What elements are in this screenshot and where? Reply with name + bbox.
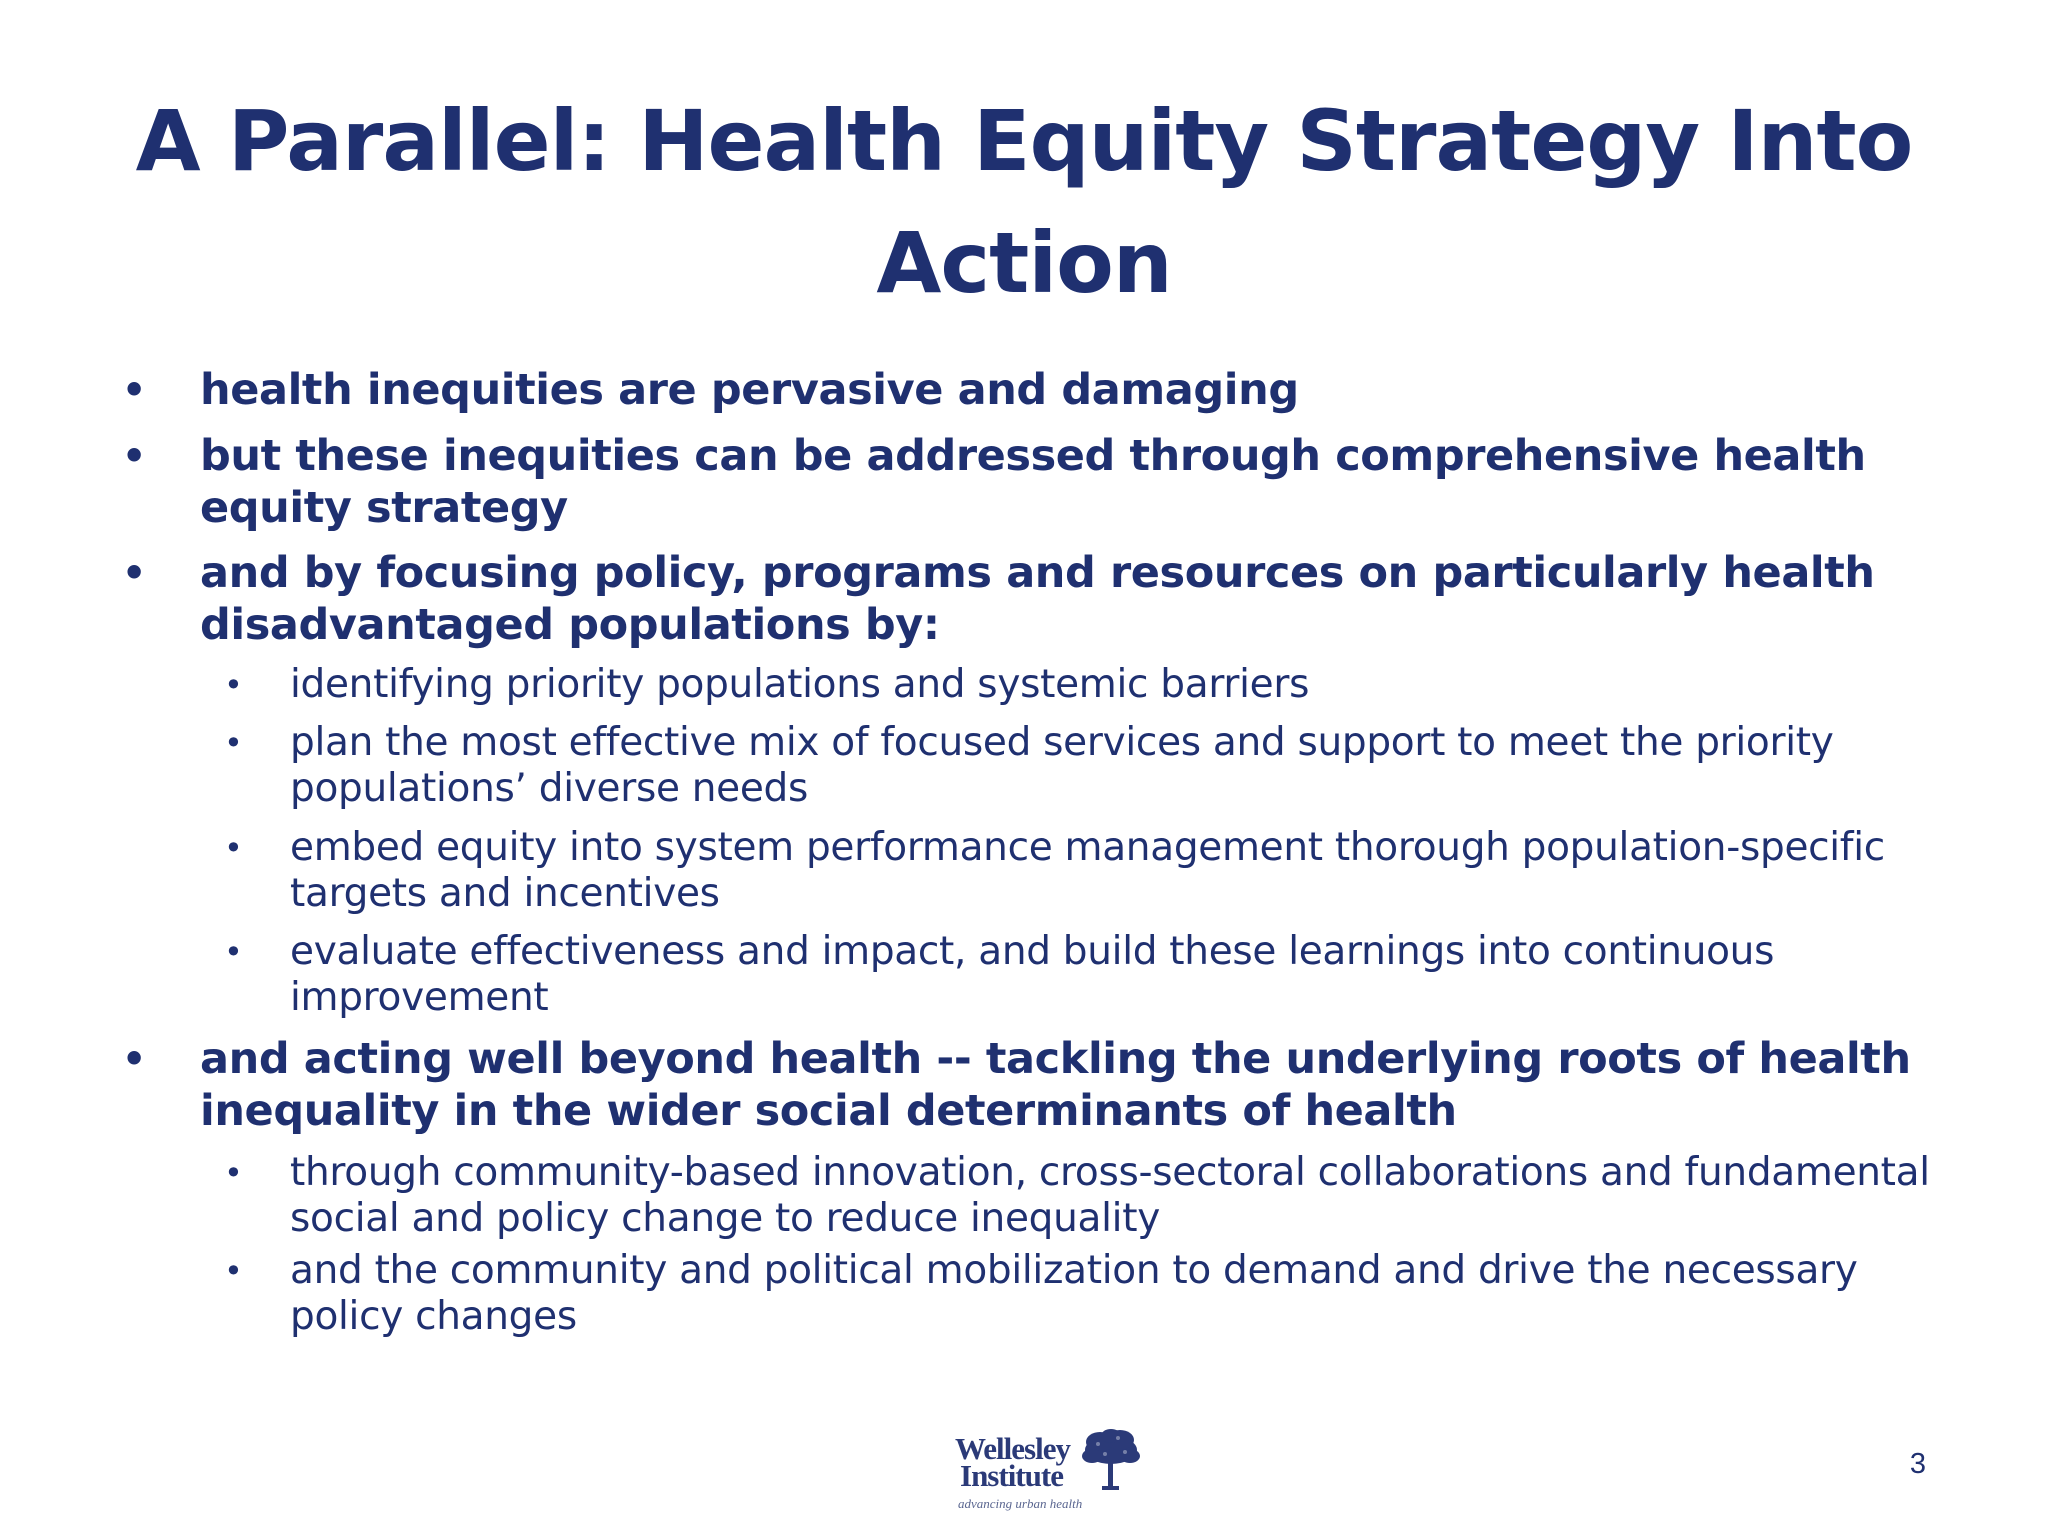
wellesley-institute-logo [950,1428,1150,1518]
sub-bullet-item [224,929,1960,1021]
bullet-item [122,547,1960,651]
bullet-text: but these inequities can be addressed through comprehensive health equity strategy [200,431,1866,533]
slide-title-line-1: A Parallel: Health Equity Strategy Into [135,92,1913,190]
sub-bullet-text: and the community and political mobilization to demand and drive the necessary policy changes [290,1248,1858,1339]
sub-bullet-item [224,1150,1960,1242]
bullet-dot-icon: • [224,666,243,704]
bullet-dot-icon: • [224,724,243,762]
slide-title-line-2: Action [876,214,1172,312]
bullet-item [122,364,1960,416]
sub-bullet-text: identifying priority populations and systemic barriers [290,662,1310,707]
bullet-text: and by focusing policy, programs and resources on particularly health disadvantaged populations by: [200,548,1875,650]
bullet-text: and acting well beyond health -- tackling the underlying roots of health inequality in the wider social determinants of health [200,1034,1911,1136]
bullet-item [122,430,1960,534]
logo-line-2: Institute [960,1458,1063,1493]
sub-bullet-item [224,720,1960,812]
logo-line-1: Wellesley [955,1431,1070,1466]
sub-bullet-item [224,825,1960,917]
bullet-text: health inequities are pervasive and damaging [200,365,1299,415]
sub-bullet-text: plan the most effective mix of focused services and support to meet the priority populations’ diverse needs [290,720,1834,811]
bullet-dot-icon: • [122,551,146,595]
logo-tagline: advancing urban health [958,1496,1083,1511]
bullet-dot-icon: • [122,434,146,478]
sub-bullet-item [224,1248,1960,1340]
bullet-dot-icon: • [224,933,243,971]
sub-bullet-text: through community-based innovation, cross-sectoral collaborations and fundamental social and policy change to reduce inequality [290,1150,1930,1241]
bullet-dot-icon: • [224,829,243,867]
page-number: 3 [1909,1448,1926,1480]
tree-icon [1080,1428,1142,1494]
sub-bullet-text: embed equity into system performance management thorough population-specific targets and incentives [290,825,1885,916]
bullet-dot-icon: • [122,1037,146,1081]
sub-bullet-text: evaluate effectiveness and impact, and build these learnings into continuous improvement [290,929,1775,1020]
bullet-dot-icon: • [122,368,146,412]
bullet-dot-icon: • [224,1252,243,1290]
bullet-dot-icon: • [224,1154,243,1192]
bullet-item [122,1033,1960,1137]
sub-bullet-item [224,662,1960,708]
